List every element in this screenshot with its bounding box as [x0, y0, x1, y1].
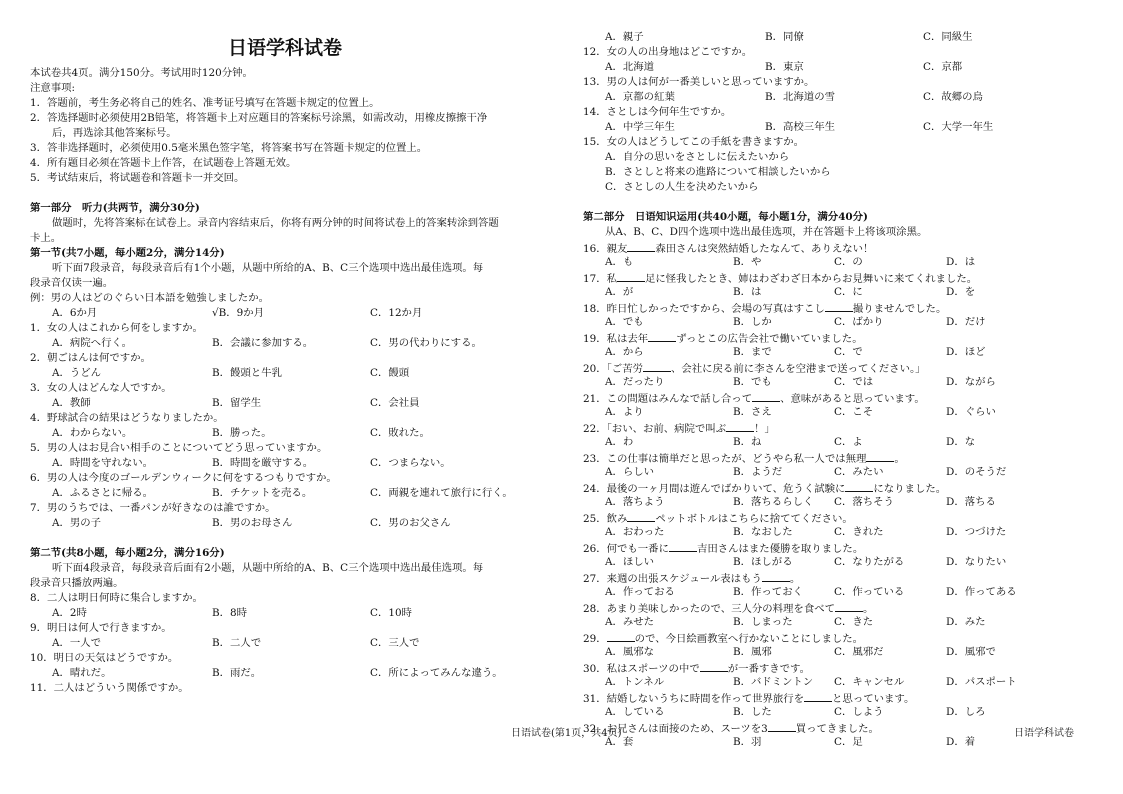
question-line	[583, 600, 1098, 615]
answer-blank	[669, 540, 697, 552]
text-line	[30, 261, 552, 276]
text-line	[30, 441, 552, 456]
question-stem: 19．私は去年	[583, 333, 649, 345]
answer-option: C．なりたがる	[834, 556, 905, 568]
option-row	[583, 525, 1098, 540]
answer-blank	[617, 270, 645, 282]
answer-option: A．親子	[605, 31, 644, 43]
option-row	[583, 285, 1098, 300]
question-stem: 23．この仕事は簡単だと思ったが、どうやら私一人では無理	[583, 453, 867, 465]
page-footer-number: 日语试卷(第1页，共4页)	[511, 728, 622, 739]
question-tail: ずっとこの広告会社で働いていました。	[676, 333, 863, 345]
question-tail: 撮りませんでした。	[852, 303, 947, 315]
text-line-content: A．自分の思いをさとしに伝えたいから	[605, 151, 790, 163]
question-line	[583, 330, 1098, 345]
option-row	[583, 465, 1098, 480]
answer-option: A．北海道	[605, 61, 655, 73]
text-line	[30, 576, 552, 591]
answer-option: A．が	[605, 286, 634, 298]
text-line	[30, 216, 552, 231]
question-tail: 、意味があると思っています。	[780, 393, 925, 405]
text-line	[583, 165, 1098, 180]
answer-option: √B．9か月	[212, 307, 265, 319]
section-heading	[30, 546, 552, 561]
answer-option: C．こそ	[834, 406, 874, 418]
question-tail: 。	[863, 603, 874, 615]
page-footer-title: 日语学科试卷	[1014, 728, 1074, 739]
question-stem: 28．あまり美味しかったので、三人分の料理を食べて	[583, 603, 835, 615]
text-line	[583, 225, 1098, 240]
answer-option: A．より	[605, 406, 644, 418]
answer-blank	[726, 420, 754, 432]
answer-option: B．ようだ	[733, 466, 783, 478]
question-stem: 31．結婚しないうちに時間を作って世界旅行を	[583, 693, 805, 705]
option-row	[30, 396, 552, 411]
answer-option: A．トンネル	[605, 676, 665, 688]
answer-blank	[627, 240, 655, 252]
section-heading-text: 第一部分 听力(共两节，满分30分)	[30, 202, 200, 214]
section-heading-text: 第二部分 日语知识运用(共40小题，每小题1分，满分40分)	[583, 211, 868, 223]
answer-option: B．北海道の雪	[765, 91, 835, 103]
question-line	[583, 480, 1098, 495]
answer-option: C．男の代わりにする。	[370, 337, 482, 349]
answer-option: B．同僚	[765, 31, 804, 43]
text-line	[30, 96, 552, 111]
answer-option: C．ばかり	[834, 316, 884, 328]
answer-option: C．風邪だ	[834, 646, 884, 658]
text-line	[30, 291, 552, 306]
question-stem: 27．来週の出張スケジュール表はもう	[583, 573, 762, 585]
option-row	[583, 405, 1098, 420]
answer-option: C．みたい	[834, 466, 884, 478]
text-line-content: 15．女の人はどうしてこの手紙を書きますか。	[583, 136, 805, 148]
answer-option: A．している	[605, 706, 665, 718]
option-row	[30, 456, 552, 471]
option-row	[583, 645, 1098, 660]
answer-option: D．つづけた	[946, 526, 1007, 538]
text-line-content: 14．さとしは今何年生ですか。	[583, 106, 732, 118]
answer-option: D．だけ	[946, 316, 986, 328]
answer-option: C．に	[834, 286, 863, 298]
answer-option: A．晴れだ。	[52, 667, 112, 679]
text-line	[30, 171, 552, 186]
answer-blank	[866, 450, 894, 462]
option-row	[30, 486, 552, 501]
answer-option: B．落ちるらしく	[733, 496, 814, 508]
answer-option: A．病院へ行く。	[52, 337, 133, 349]
text-line-content: 2．朝ごはんは何ですか。	[30, 352, 151, 364]
answer-option: B．なおした	[733, 526, 793, 538]
answer-option: B．でも	[733, 376, 772, 388]
answer-option: D．風邪で	[946, 646, 996, 658]
text-line	[583, 135, 1098, 150]
text-line-content: C．さとしの人生を決めたいから	[605, 181, 759, 193]
text-line-content: 段录音只播放两遍。	[30, 577, 124, 589]
answer-option: A．6か月	[52, 307, 98, 319]
text-line	[30, 471, 552, 486]
left-column	[30, 30, 552, 696]
question-stem: 24．最後の一ヶ月間は遊んでばかりいて、危うく試験に	[583, 483, 846, 495]
option-row	[30, 636, 552, 651]
answer-option: B．さえ	[733, 406, 772, 418]
answer-option: C．足	[834, 736, 863, 748]
question-stem: 26．何でも一番に	[583, 543, 669, 555]
page-title-line	[30, 30, 552, 66]
answer-option: C．きれた	[834, 526, 884, 538]
answer-option: B．会議に参加する。	[212, 337, 314, 349]
answer-option: C．男のお父さん	[370, 517, 451, 529]
answer-blank	[835, 600, 863, 612]
question-tail: 森田さんは突然結婚したなんて、ありえない！	[655, 243, 874, 255]
answer-option: B．や	[733, 256, 762, 268]
question-tail: 。	[894, 453, 905, 465]
option-row	[583, 90, 1098, 105]
answer-option: B．しまった	[733, 616, 793, 628]
spacer	[30, 186, 552, 201]
answer-option: B．風邪	[733, 646, 772, 658]
text-line-content: 13．男の人は何が一番美しいと思っていますか。	[583, 76, 815, 88]
text-line	[30, 381, 552, 396]
question-line	[583, 630, 1098, 645]
right-column	[583, 30, 1098, 750]
answer-option: D．パスポート	[946, 676, 1017, 688]
text-line	[30, 81, 552, 96]
answer-option: A．中学三年生	[605, 121, 675, 133]
text-line-content: 段录音仅读一遍。	[30, 277, 114, 289]
answer-option: A．うどん	[52, 367, 102, 379]
text-line-content: B．さとしと将来の進路について相談したいから	[605, 166, 831, 178]
text-line-content: 例：男の人はどのぐらい日本語を勉強しましたか。	[30, 292, 269, 304]
question-stem: 18．昨日忙しかったですから、会場の写真はすこし	[583, 303, 825, 315]
answer-option: D．を	[946, 286, 976, 298]
text-line-content: 后，再选涂其他答案标号。	[52, 127, 177, 139]
answer-option: A．だったり	[605, 376, 665, 388]
question-line	[583, 450, 1098, 465]
option-row	[30, 336, 552, 351]
answer-blank	[762, 570, 790, 582]
text-line	[30, 156, 552, 171]
question-tail: と思っています。	[832, 693, 915, 705]
text-line-content: 听下面4段录音，每段录音后面有2小题，从题中所给的A、B、C三个选项中选出最佳选项。每	[52, 562, 484, 574]
question-stem: 17．私	[583, 273, 618, 285]
answer-option: C．よ	[834, 436, 863, 448]
answer-option: A．わからない。	[52, 427, 133, 439]
answer-option: B．は	[733, 286, 762, 298]
text-line-content: 10．明日の天気はどうですか。	[30, 652, 179, 664]
answer-option: B．雨だ。	[212, 667, 262, 679]
option-row	[583, 585, 1098, 600]
answer-blank	[845, 480, 873, 492]
text-line-content: 11．二人はどういう関係ですか。	[30, 682, 189, 694]
answer-option: C．大学一年生	[923, 121, 994, 133]
option-row	[30, 426, 552, 441]
answer-option: B．男のお母さん	[212, 517, 293, 529]
answer-option: A．風邪な	[605, 646, 655, 658]
text-line-content: 6．男の人は今度のゴールデンウィークに何をするつもりですか。	[30, 472, 337, 484]
question-line	[583, 360, 1098, 375]
option-row	[30, 366, 552, 381]
text-line-content: 2．答选择题时必须使用2B铅笔，将答题卡上对应题目的答案标号涂黑，如需改动，用橡皮擦擦干净	[30, 112, 488, 124]
answer-option: B．東京	[765, 61, 804, 73]
answer-option: C．10時	[370, 607, 412, 619]
text-line-content: 4．所有题目必须在答题卡上作答，在试题卷上答题无效。	[30, 157, 297, 169]
answer-blank	[804, 690, 832, 702]
text-line	[583, 45, 1098, 60]
answer-option: C．12か月	[370, 307, 423, 319]
answer-option: A．みせた	[605, 616, 655, 628]
question-tail: ペットボトルはこちらに捨ててください。	[655, 513, 853, 525]
answer-blank	[752, 390, 780, 402]
answer-option: D．のそうだ	[946, 466, 1007, 478]
spacer	[583, 195, 1098, 210]
answer-option: A．教師	[52, 397, 91, 409]
option-row	[583, 60, 1098, 75]
answer-option: C．キャンセル	[834, 676, 905, 688]
answer-option: A．時間を守れない。	[52, 457, 154, 469]
text-line	[583, 75, 1098, 90]
answer-option: D．しろ	[946, 706, 986, 718]
text-line-content: 4．野球試合の結果はどうなりましたか。	[30, 412, 224, 424]
text-line-content: 本试卷共4页。满分150分。考试用时120分钟。	[30, 67, 253, 79]
answer-option: C．の	[834, 256, 863, 268]
text-line-content: 从A、B、C、D四个选项中选出最佳选项，并在答题卡上将该项涂黑。	[605, 226, 928, 238]
answer-option: C．きた	[834, 616, 874, 628]
answer-option: A．一人で	[52, 637, 102, 649]
answer-blank	[607, 630, 635, 642]
answer-option: A．ふるさとに帰る。	[52, 487, 154, 499]
answer-option: C．作っている	[834, 586, 905, 598]
answer-option: A．から	[605, 346, 644, 358]
text-line	[583, 180, 1098, 195]
option-row	[583, 120, 1098, 135]
option-row	[583, 345, 1098, 360]
text-line-content: 听下面7段录音，每段录音后有1个小题，从题中所给的A、B、C三个选项中选出最佳选项。每	[52, 262, 484, 274]
answer-option: D．ながら	[946, 376, 996, 388]
answer-blank	[700, 660, 728, 672]
text-line-content: 7．男のうちでは、一番パンが好きなのは誰ですか。	[30, 502, 276, 514]
option-row	[30, 666, 552, 681]
answer-option: B．勝った。	[212, 427, 272, 439]
answer-option: A．おわった	[605, 526, 665, 538]
question-stem: 16．親友	[583, 243, 628, 255]
text-line-content: 8．二人は明日何時に集合しますか。	[30, 592, 203, 604]
question-stem: 25．飲み	[583, 513, 628, 525]
question-line	[583, 240, 1098, 255]
answer-option: C．しよう	[834, 706, 884, 718]
answer-option: B．二人で	[212, 637, 262, 649]
question-tail: ！」	[754, 423, 775, 435]
answer-blank	[627, 510, 655, 522]
answer-blank	[825, 300, 853, 312]
text-line	[30, 501, 552, 516]
text-line	[30, 276, 552, 291]
option-row	[583, 675, 1098, 690]
answer-option: D．なりたい	[946, 556, 1007, 568]
question-stem: 29．	[583, 633, 607, 645]
answer-blank	[768, 720, 796, 732]
question-line	[583, 300, 1098, 315]
answer-option: C．三人で	[370, 637, 420, 649]
answer-option: C．饅頭	[370, 367, 410, 379]
question-line	[583, 690, 1098, 705]
answer-option: C．故郷の烏	[923, 91, 983, 103]
answer-option: B．ほしがる	[733, 556, 793, 568]
answer-option: B．作っておく	[733, 586, 803, 598]
answer-option: D．落ちる	[946, 496, 996, 508]
answer-option: B．バドミントン	[733, 676, 814, 688]
text-line	[583, 105, 1098, 120]
answer-option: C．では	[834, 376, 874, 388]
text-line	[30, 141, 552, 156]
answer-option: D．作ってある	[946, 586, 1017, 598]
option-row	[583, 30, 1098, 45]
option-row	[583, 555, 1098, 570]
question-line	[583, 420, 1098, 435]
answer-option: B．8時	[212, 607, 248, 619]
answer-option: A．套	[605, 736, 634, 748]
answer-option: B．羽	[733, 736, 762, 748]
answer-option: A．でも	[605, 316, 644, 328]
answer-option: C．で	[834, 346, 863, 358]
answer-option: B．留学生	[212, 397, 262, 409]
text-line	[30, 321, 552, 336]
answer-option: C．同級生	[923, 31, 973, 43]
option-row	[30, 516, 552, 531]
answer-option: B．高校三年生	[765, 121, 835, 133]
answer-option: C．落ちそう	[834, 496, 894, 508]
section-heading	[583, 210, 1098, 225]
question-tail: 吉田さんはまた優勝を取りました。	[696, 543, 864, 555]
answer-option: A．わ	[605, 436, 634, 448]
text-line	[30, 411, 552, 426]
text-line-content: 3．女の人はどんな人ですか。	[30, 382, 172, 394]
spacer	[30, 531, 552, 546]
question-line	[583, 390, 1098, 405]
answer-option: C．つまらない。	[370, 457, 451, 469]
question-line	[583, 660, 1098, 675]
option-row	[583, 315, 1098, 330]
answer-option: A．作っておる	[605, 586, 675, 598]
text-line	[30, 351, 552, 366]
option-row	[583, 435, 1098, 450]
answer-option: B．饅頭と牛乳	[212, 367, 282, 379]
option-row	[583, 705, 1098, 720]
answer-option: C．京都	[923, 61, 963, 73]
text-line-content: 注意事项:	[30, 82, 76, 94]
answer-option: B．しか	[733, 316, 772, 328]
question-line	[583, 540, 1098, 555]
question-line	[583, 270, 1098, 285]
answer-option: A．も	[605, 256, 634, 268]
answer-option: B．まで	[733, 346, 772, 358]
text-line	[30, 111, 552, 126]
text-line	[30, 231, 552, 246]
answer-option: B．ね	[733, 436, 762, 448]
text-line	[583, 150, 1098, 165]
text-line	[30, 621, 552, 636]
option-row	[583, 615, 1098, 630]
answer-option: A．ほしい	[605, 556, 655, 568]
answer-option: C．会社員	[370, 397, 420, 409]
answer-option: A．2時	[52, 607, 87, 619]
text-line-content: 卡上。	[30, 232, 62, 244]
question-stem: 32．お兄さんは面接のため、スーツを3	[583, 723, 768, 735]
section-heading-text: 第二节(共8小题，每小题2分，满分16分)	[30, 547, 225, 559]
option-row	[30, 306, 552, 321]
question-tail: になりました。	[873, 483, 947, 495]
answer-option: D．な	[946, 436, 976, 448]
text-line	[30, 591, 552, 606]
text-line-content: 5．考试结束后，将试题卷和答题卡一并交回。	[30, 172, 245, 184]
section-heading	[30, 246, 552, 261]
answer-option: D．着	[946, 736, 976, 748]
text-line	[30, 561, 552, 576]
question-stem: 30．私はスポーツの中で	[583, 663, 700, 675]
question-tail: 。	[789, 573, 801, 585]
text-line-content: 9．明日は何人で行きますか。	[30, 622, 172, 634]
answer-option: A．男の子	[52, 517, 102, 529]
answer-option: D．みた	[946, 616, 986, 628]
text-line	[30, 66, 552, 81]
answer-option: B．した	[733, 706, 772, 718]
question-stem: 22．「おい、お前、病院で叫ぶ	[583, 423, 727, 435]
section-heading	[30, 201, 552, 216]
text-line-content: 做题时，先将答案标在试卷上。录音内容结束后，你将有两分钟的时间将试卷上的答案转涂到答题	[52, 217, 499, 229]
text-line-content: 5．男の人はお見合い相手のことについてどう思っていますか。	[30, 442, 328, 454]
page-title: 日语学科试卷	[228, 37, 343, 59]
question-line	[583, 570, 1098, 585]
text-line-content: 1．女の人はこれから何をしますか。	[30, 322, 203, 334]
question-tail: ので、今日絵画教室へ行かないことにしました。	[634, 633, 864, 645]
answer-option: B．時間を厳守する。	[212, 457, 314, 469]
answer-option: A．京都の紅葉	[605, 91, 675, 103]
answer-option: C．敗れた。	[370, 427, 430, 439]
text-line-content: 12．女の人の出身地はどこですか。	[583, 46, 753, 58]
answer-option: B．チケットを売る。	[212, 487, 313, 499]
answer-option: C．両親を連れて旅行に行く。	[370, 487, 513, 499]
section-heading-text: 第一节(共7小题，每小题2分，满分14分)	[30, 247, 225, 259]
question-line	[583, 510, 1098, 525]
answer-option: A．らしい	[605, 466, 655, 478]
answer-option: D．ぐらい	[946, 406, 996, 418]
text-line	[30, 126, 552, 141]
text-line	[30, 681, 552, 696]
option-row	[583, 255, 1098, 270]
answer-blank	[643, 360, 671, 372]
text-line-content: 1．答题前，考生务必将自己的姓名、准考证号填写在答题卡规定的位置上。	[30, 97, 380, 109]
option-row	[583, 495, 1098, 510]
question-tail: が一番すきです。	[727, 663, 811, 675]
question-tail: 買ってきました。	[795, 723, 879, 735]
answer-option: C．所によってみんな違う。	[370, 667, 503, 679]
question-tail: 、会社に戻る前に李さんを空港まで送ってください。」	[670, 363, 926, 375]
text-line	[30, 651, 552, 666]
option-row	[583, 375, 1098, 390]
answer-option: D．は	[946, 256, 976, 268]
text-line-content: 3．答非选择题时，必须使用0.5毫米黑色签字笔，将答案书写在答题卡规定的位置上。	[30, 142, 428, 154]
answer-blank	[648, 330, 676, 342]
question-tail: 足に怪我したとき、姉はわざわざ日本からお見舞いに来てくれました。	[645, 273, 978, 285]
question-stem: 21．この問題はみんなで話し合って	[583, 393, 753, 405]
answer-option: D．ほど	[946, 346, 986, 358]
answer-option: A．落ちよう	[605, 496, 665, 508]
question-stem: 20．「ご苦労	[583, 363, 643, 375]
option-row	[30, 606, 552, 621]
